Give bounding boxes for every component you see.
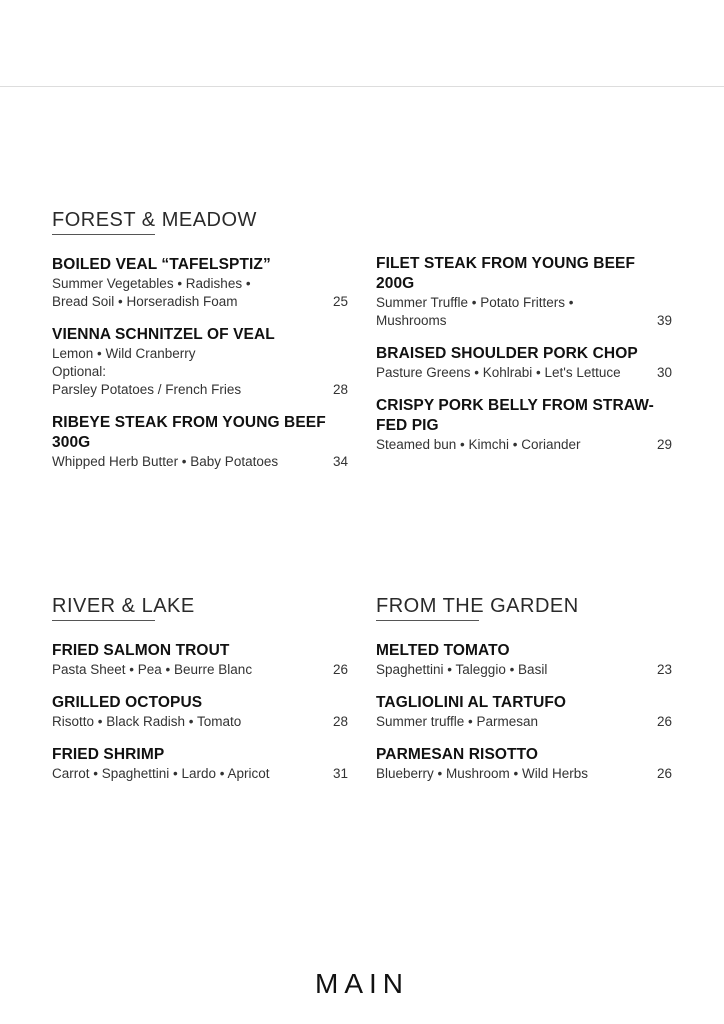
menu-item-desc-row [376,364,672,382]
section-title: RIVER & LAKE [52,595,195,617]
section-underline [376,620,479,621]
menu-item-name: VIENNA SCHNITZEL OF VEAL [52,326,275,343]
menu-item-description: Bread Soil • Horseradish Foam [52,294,238,309]
section-forest-meadow [52,208,348,485]
menu-item [376,641,672,679]
section-from-the-garden [376,594,672,797]
menu-item [52,693,348,731]
menu-item-name: FRIED SALMON TROUT [52,642,230,659]
menu-item-desc-row [52,713,348,731]
menu-item-name: FILET STEAK FROM YOUNG BEEF 200G [376,255,636,292]
menu-list [52,255,348,471]
menu-item-description: Summer Vegetables • Radishes • [52,276,251,291]
menu-item-description: Optional: [52,364,107,379]
section-river-lake [52,594,348,797]
menu-item-price: 26 [656,766,672,781]
menu-item-desc-row [376,436,672,454]
menu-item-description: Blueberry • Mushroom • Wild Herbs [376,766,589,781]
menu-item-price: 39 [656,313,672,328]
menu-item-price: 31 [332,766,348,781]
section-forest-meadow-right [376,254,672,468]
menu-item-description: Carrot • Spaghettini • Lardo • Apricot [52,766,270,781]
menu-item [52,641,348,679]
menu-item-desc-row [52,453,348,471]
section-underline [52,620,155,621]
menu-item-desc-row [376,312,672,330]
menu-item [376,693,672,731]
menu-item [376,396,672,454]
section-title: FOREST & MEADOW [52,209,257,231]
menu-item-price: 25 [332,294,348,309]
menu-item-price: 23 [656,662,672,677]
menu-list [376,254,672,454]
menu-item-name: BOILED VEAL “TAFELSPTIZ” [52,256,271,273]
menu-item-price: 26 [656,714,672,729]
menu-item-description: Summer Truffle • Potato Fritters • [376,295,574,310]
menu-item-name: MELTED TOMATO [376,642,510,659]
menu-item [376,344,672,382]
menu-item-name: TAGLIOLINI AL TARTUFO [376,694,567,711]
menu-item-desc-row [52,293,348,311]
menu-item-desc-row [52,381,348,399]
menu-item-description: Spaghettini • Taleggio • Basil [376,662,548,677]
menu-item-price: 28 [332,382,348,397]
menu-item-description: Pasture Greens • Kohlrabi • Let's Lettuce [376,365,621,380]
menu-item [376,254,672,330]
menu-item-name: CRISPY PORK BELLY FROM STRAW-FED PIG [376,397,654,434]
menu-item-desc-row [52,661,348,679]
menu-item-price: 34 [332,454,348,469]
menu-item-description: Risotto • Black Radish • Tomato [52,714,242,729]
menu-list [52,641,348,783]
menu-item-description: Steamed bun • Kimchi • Coriander [376,437,581,452]
menu-item-description: Pasta Sheet • Pea • Beurre Blanc [52,662,253,677]
menu-item-description: Parsley Potatoes / French Fries [52,382,242,397]
menu-item-desc-row [376,765,672,783]
menu-item-desc-row [376,661,672,679]
menu-item-description: Lemon • Wild Cranberry [52,346,196,361]
menu-item-desc-row [52,765,348,783]
menu-item-name: RIBEYE STEAK FROM YOUNG BEEF 300G [52,414,326,451]
menu-item-name: BRAISED SHOULDER PORK CHOP [376,345,638,362]
menu-item [52,413,348,471]
menu-item-name: FRIED SHRIMP [52,746,165,763]
menu-item-price: 29 [656,437,672,452]
menu-item-desc-row [376,713,672,731]
menu-list [376,641,672,783]
section-title: FROM THE GARDEN [376,595,579,617]
menu-item-price: 26 [332,662,348,677]
section-underline [52,234,155,235]
menu-item-price: 28 [332,714,348,729]
menu-item [376,745,672,783]
top-divider [0,86,724,87]
menu-item-description: Whipped Herb Butter • Baby Potatoes [52,454,279,469]
menu-item-name: PARMESAN RISOTTO [376,746,539,763]
menu-item-description: Summer truffle • Parmesan [376,714,539,729]
menu-item [52,745,348,783]
menu-item [52,325,348,399]
menu-item-price: 30 [656,365,672,380]
menu-item-name: GRILLED OCTOPUS [52,694,203,711]
menu-item-description: Mushrooms [376,313,447,328]
page-title: MAIN [315,968,409,999]
menu-item [52,255,348,311]
